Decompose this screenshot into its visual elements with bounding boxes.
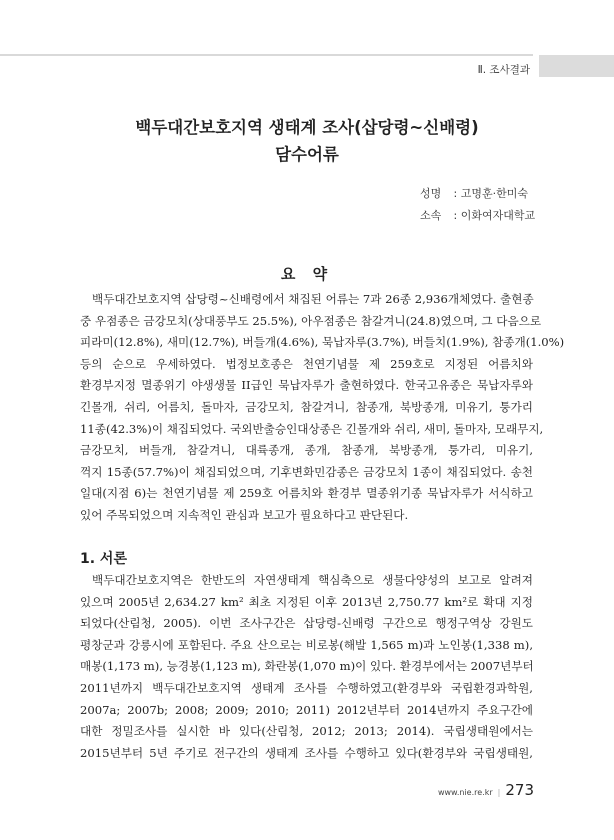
author-affiliation: 소속 : 이화여자대학교 [420, 209, 536, 222]
text-line: 있으며 2005년 2,634.27 km² 최초 지정된 이후 2013년 2,750.77 km²로 확대 지정 [80, 594, 533, 609]
text-line: 긴몰개, 쉬리, 어름치, 돌마자, 금강모치, 참갈겨니, 참종개, 북방종개, 미유기, 퉁가리 [80, 399, 533, 414]
text-line: 2007a; 2007b; 2008; 2009; 2010; 2011) 2012년부터 2014년까지 주요구간에 [80, 702, 533, 717]
text-line: 등의 순으로 우세하였다. 법정보호종은 천연기념물 제 259호로 지정된 어름치와 [80, 356, 533, 371]
text-line: 2011년까지 백두대간보호지역 생태계 조사를 수행하였고(환경부와 국립환경과학원, [80, 680, 533, 695]
page-footer [438, 780, 534, 799]
text-line: 평창군과 강릉시에 포함된다. 주요 산으로는 비로봉(해발 1,565 m)과 노인봉(1,338 m), [80, 637, 533, 652]
text-line: 백두대간보호지역은 한반도의 자연생태계 핵심축으로 생물다양성의 보고로 알려져 [92, 573, 533, 587]
text-line: 대한 정밀조사를 실시한 바 있다(산림청, 2012; 2013; 2014). 국립생태원에서는 [80, 724, 533, 739]
header-rule [0, 54, 533, 56]
text-line: 금강모치, 버들개, 참갈겨니, 대륙종개, 종개, 참종개, 북방종개, 퉁가리, 미유기, [80, 443, 533, 458]
summary-heading: 요 약 [280, 265, 334, 283]
author-name-value: 고명훈·한미숙 [460, 187, 528, 200]
text-line: 백두대간보호지역 삽당령~신배령에서 채집된 어류는 7과 26종 2,936개체였다. 출현종 [92, 292, 534, 306]
footer-separator: | [497, 788, 501, 797]
author-name-label: 성명 [420, 187, 442, 200]
footer-url: www.nie.re.kr [437, 788, 493, 797]
introduction-paragraph [80, 570, 533, 764]
author-affiliation-label: 소속 [420, 209, 442, 222]
page-title-line1: 백두대간보호지역 생태계 조사(삽당령~신배령) [135, 118, 479, 137]
text-line: 있어 주목되었으며 지속적인 관심과 보고가 필요하다고 판단된다. [80, 507, 409, 522]
text-line: 꺽지 15종(57.7%)이 채집되었으며, 기후변화민감종은 금강모치 1종이 채집되었다. 송천 [80, 464, 533, 479]
text-line: 되었다(산림청, 2005). 이번 조사구간은 삽당령-신배령 구간으로 행정구역상 강원도 [80, 616, 533, 631]
text-line: 환경부지정 멸종위기 야생생물 II급인 묵납자루가 출현하였다. 한국고유종은 묵납자루와 [80, 378, 533, 393]
section-heading-introduction: 1. 서론 [80, 551, 127, 567]
text-line: 일대(지점 6)는 천연기념물 제 259호 어름치와 환경부 멸종위기종 묵납자루가 서식하고 [80, 486, 533, 501]
author-name: 성명 : 고명훈·한미숙 [420, 187, 528, 200]
text-line: 2015년부터 5년 주기로 전구간의 생태계 조사를 수행하고 있다(환경부와 국립생태원, [80, 745, 533, 760]
running-header-section: Ⅱ. 조사결과 [477, 64, 530, 76]
author-affiliation-value: 이화여자대학교 [460, 209, 536, 222]
text-line: 매봉(1,173 m), 능경봉(1,123 m), 화란봉(1,070 m)이 있다. 환경부에서는 2007년부터 [80, 659, 534, 674]
page-number: 273 [505, 781, 534, 799]
text-line: 피라미(12.8%), 새미(12.7%), 버들개(4.6%), 묵납자루(3.7%), 버들치(1.9%), 참종개(1.0%) [80, 335, 565, 350]
header-tab-block [539, 55, 614, 77]
page-title-line2: 담수어류 [275, 145, 339, 164]
summary-paragraph [80, 289, 565, 527]
text-line: 중 우점종은 금강모치(상대풍부도 25.5%), 아우점종은 참갈겨니(24.8)였으며, 그 다음으로 [80, 313, 542, 328]
text-line: 11종(42.3%)이 채집되었다. 국외반출승인대상종은 긴몰개와 쉬리, 새미, 돌마자, 모래무지, [80, 421, 544, 436]
